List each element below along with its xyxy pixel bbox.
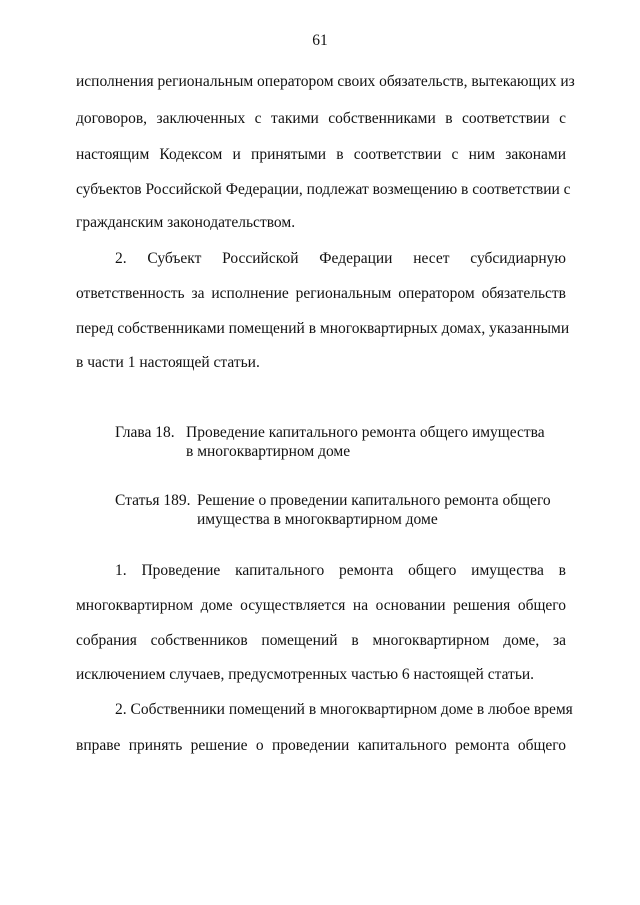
paragraph-line: 1. Проведение капитального ремонта общего имущества в (115, 562, 566, 579)
page-number: 61 (312, 32, 328, 49)
article-title-line1: Решение о проведении капитального ремонта общего (197, 492, 551, 509)
paragraph-line: собрания собственников помещений в многоквартирном доме, за (76, 632, 566, 649)
paragraph-line: 2. Субъект Российской Федерации несет субсидиарную (115, 250, 566, 267)
paragraph-line: многоквартирном доме осуществляется на основании решения общего (76, 597, 566, 614)
paragraph-line: гражданским законодательством. (76, 214, 296, 231)
paragraph-line: исключением случаев, предусмотренных частью 6 настоящей статьи. (76, 666, 535, 683)
paragraph-line: 2. Собственники помещений в многоквартирном доме в любое время (115, 701, 573, 718)
paragraph-line: настоящим Кодексом и принятыми в соответствии с ним законами (76, 146, 566, 163)
paragraph-line: исполнения региональным оператором своих обязательств, вытекающих из (76, 73, 575, 90)
article-label: Статья 189. (115, 492, 191, 509)
paragraph-line: в части 1 настоящей статьи. (76, 354, 260, 371)
paragraph-line: вправе принять решение о проведении капитального ремонта общего (76, 737, 566, 754)
chapter-label: Глава 18. (115, 424, 175, 441)
chapter-title-line2: в многоквартирном доме (186, 443, 351, 460)
chapter-title-line1: Проведение капитального ремонта общего имущества (186, 424, 545, 441)
paragraph-line: субъектов Российской Федерации, подлежат возмещению в соответствии с (76, 181, 571, 198)
paragraph-line: ответственность за исполнение региональным оператором обязательств (76, 285, 566, 302)
paragraph-line: перед собственниками помещений в многоквартирных домах, указанными (76, 320, 570, 337)
paragraph-line: договоров, заключенных с такими собственниками в соответствии с (76, 110, 566, 127)
article-title-line2: имущества в многоквартирном доме (197, 511, 438, 528)
